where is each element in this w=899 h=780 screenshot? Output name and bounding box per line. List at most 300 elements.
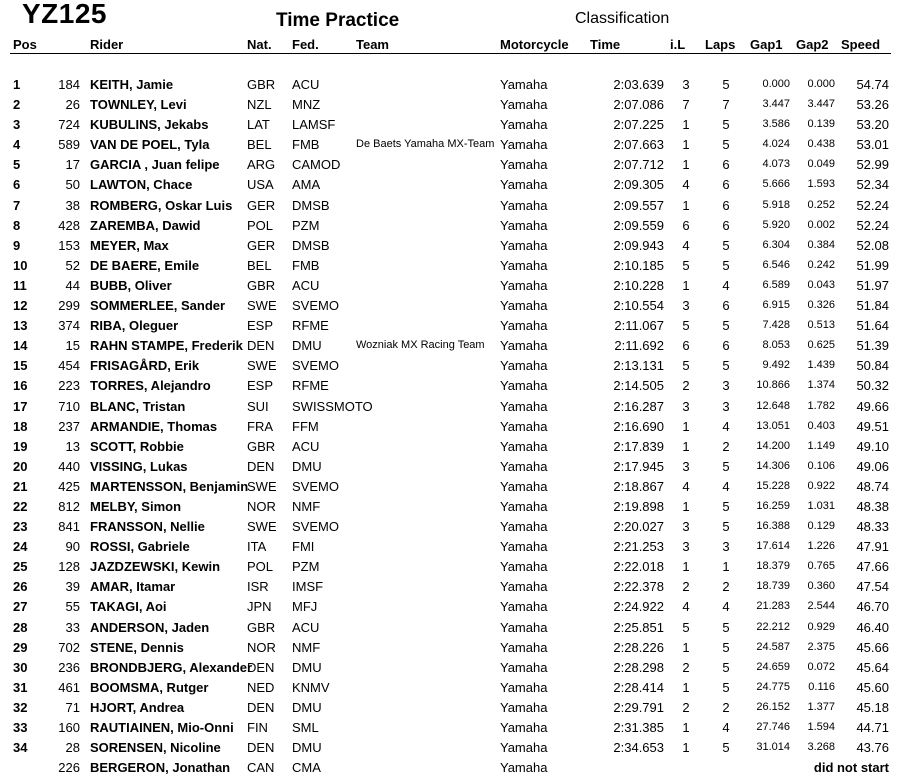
row-position: 13 bbox=[13, 318, 28, 334]
gap-to-leader: 21.283 bbox=[756, 600, 790, 613]
table-row bbox=[10, 114, 891, 134]
gap-to-previous: 0.049 bbox=[807, 158, 835, 171]
best-lap-index: 3 bbox=[682, 77, 690, 92]
table-row bbox=[10, 235, 891, 255]
rider-federation: IMSF bbox=[292, 579, 324, 595]
rider-federation: AMA bbox=[292, 177, 321, 193]
rider-nationality: GBR bbox=[247, 77, 276, 92]
lap-count: 5 bbox=[722, 458, 730, 474]
gap-to-leader: 9.492 bbox=[762, 359, 790, 372]
gap-to-leader: 18.739 bbox=[756, 580, 790, 593]
rider-number: 236 bbox=[58, 659, 80, 675]
motorcycle-brand: Yamaha bbox=[500, 197, 548, 213]
table-row bbox=[10, 617, 891, 637]
row-position: 23 bbox=[13, 519, 28, 535]
rider-name: DE BAERE, Emile bbox=[90, 257, 200, 273]
lap-count: 4 bbox=[722, 277, 730, 293]
rider-nationality: ARG bbox=[247, 157, 276, 173]
rider-nationality: FIN bbox=[247, 720, 268, 735]
lap-count: 2 bbox=[722, 438, 730, 454]
lap-count: 6 bbox=[722, 338, 730, 354]
lap-count: 5 bbox=[722, 137, 730, 153]
motorcycle-brand: Yamaha bbox=[500, 438, 548, 454]
average-speed: 51.84 bbox=[856, 298, 889, 314]
table-row bbox=[10, 637, 891, 657]
gap-to-previous: 2.544 bbox=[807, 600, 835, 613]
motorcycle-brand: Yamaha bbox=[500, 338, 548, 354]
rider-name: HJORT, Andrea bbox=[90, 699, 185, 715]
best-lap-index: 4 bbox=[682, 237, 690, 253]
lap-count: 5 bbox=[722, 619, 730, 635]
rider-name: ARMANDIE, Thomas bbox=[90, 418, 218, 434]
row-position: 5 bbox=[13, 157, 21, 173]
gap-to-leader: 22.212 bbox=[756, 620, 790, 633]
rider-name: MELBY, Simon bbox=[90, 498, 182, 514]
rider-nationality: JPN bbox=[247, 599, 272, 615]
rider-name: RAHN STAMPE, Frederik bbox=[90, 338, 243, 354]
rider-number: 454 bbox=[58, 358, 80, 374]
motorcycle-brand: Yamaha bbox=[500, 639, 548, 655]
gap-to-previous: 3.447 bbox=[807, 98, 835, 111]
row-position: 2 bbox=[13, 97, 21, 113]
rider-federation: MFJ bbox=[292, 599, 318, 615]
best-lap-time: 2:03.639 bbox=[613, 77, 664, 92]
rider-federation: SVEMO bbox=[292, 519, 339, 535]
motorcycle-brand: Yamaha bbox=[500, 498, 548, 514]
rider-number: 44 bbox=[65, 277, 80, 293]
row-position: 28 bbox=[13, 619, 28, 635]
table-row bbox=[10, 556, 891, 576]
best-lap-index: 4 bbox=[682, 599, 690, 615]
rider-nationality: ITA bbox=[247, 539, 267, 555]
rider-name: ROSSI, Gabriele bbox=[90, 539, 190, 555]
row-position: 10 bbox=[13, 257, 28, 273]
row-position: 30 bbox=[13, 659, 28, 675]
rider-name: BUBB, Oliver bbox=[90, 277, 172, 293]
average-speed: 52.08 bbox=[856, 237, 889, 253]
rider-name: BRONDBJERG, Alexander bbox=[90, 659, 253, 675]
row-position: 7 bbox=[13, 197, 21, 213]
gap-to-previous: 1.593 bbox=[807, 178, 835, 191]
gap-to-previous: 1.439 bbox=[807, 359, 835, 372]
motorcycle-brand: Yamaha bbox=[500, 478, 548, 494]
col-gap2: Gap2 bbox=[796, 37, 829, 52]
average-speed: 51.39 bbox=[856, 338, 889, 354]
lap-count: 6 bbox=[722, 298, 730, 314]
gap-to-leader: 15.228 bbox=[756, 479, 790, 492]
best-lap-time: 2:07.086 bbox=[613, 97, 664, 113]
motorcycle-brand: Yamaha bbox=[500, 740, 548, 756]
lap-count: 5 bbox=[722, 257, 730, 273]
motorcycle-brand: Yamaha bbox=[500, 559, 548, 575]
best-lap-index: 2 bbox=[682, 378, 690, 394]
rider-federation: FMI bbox=[292, 539, 315, 555]
motorcycle-brand: Yamaha bbox=[500, 358, 548, 374]
rider-name: LAWTON, Chace bbox=[90, 177, 193, 193]
table-row bbox=[10, 496, 891, 516]
row-position: 17 bbox=[13, 398, 28, 414]
gap-to-leader: 16.388 bbox=[756, 520, 790, 533]
gap-to-previous: 1.594 bbox=[807, 721, 835, 733]
col-time: Time bbox=[590, 37, 621, 52]
rider-name: KEITH, Jamie bbox=[90, 77, 174, 92]
motorcycle-brand: Yamaha bbox=[500, 277, 548, 293]
rider-nationality: POL bbox=[247, 559, 274, 575]
row-position: 8 bbox=[13, 217, 21, 233]
rider-federation: RFME bbox=[292, 378, 329, 394]
lap-count: 4 bbox=[722, 720, 730, 735]
gap-to-previous: 1.374 bbox=[807, 379, 835, 392]
motorcycle-brand: Yamaha bbox=[500, 237, 548, 253]
status-label: did not start bbox=[813, 760, 889, 776]
average-speed: 49.66 bbox=[856, 398, 889, 414]
gap-to-leader: 5.920 bbox=[762, 218, 790, 231]
rider-federation: LAMSF bbox=[292, 117, 336, 133]
rider-number: 710 bbox=[58, 398, 80, 414]
average-speed: 52.24 bbox=[856, 217, 889, 233]
rider-number: 299 bbox=[58, 298, 80, 314]
lap-count: 5 bbox=[722, 659, 730, 675]
gap-to-previous: 0.242 bbox=[807, 258, 835, 271]
average-speed: 52.99 bbox=[856, 157, 889, 173]
lap-count: 2 bbox=[722, 699, 730, 715]
row-position: 14 bbox=[13, 338, 28, 354]
rider-name: TOWNLEY, Levi bbox=[90, 97, 187, 113]
rider-federation: ACU bbox=[292, 77, 320, 92]
motorcycle-brand: Yamaha bbox=[500, 298, 548, 314]
rider-federation: ACU bbox=[292, 277, 320, 293]
gap-to-leader: 17.614 bbox=[756, 540, 790, 553]
best-lap-index: 7 bbox=[682, 97, 690, 113]
rider-name: ZAREMBA, Dawid bbox=[90, 217, 201, 233]
rider-nationality: ISR bbox=[247, 579, 269, 595]
average-speed: 51.64 bbox=[856, 318, 889, 334]
rider-nationality: SUI bbox=[247, 398, 269, 414]
average-speed: 48.38 bbox=[856, 498, 889, 514]
gap-to-previous: 1.031 bbox=[807, 499, 835, 512]
row-position: 31 bbox=[13, 679, 28, 695]
rider-name: RIBA, Oleguer bbox=[90, 318, 179, 334]
table-row bbox=[10, 436, 891, 456]
rider-federation: SVEMO bbox=[292, 478, 339, 494]
gap-to-leader: 6.546 bbox=[762, 258, 790, 271]
table-row bbox=[10, 476, 891, 496]
gap-to-leader: 4.073 bbox=[762, 158, 790, 171]
motorcycle-brand: Yamaha bbox=[500, 257, 548, 273]
rider-name: MARTENSSON, Benjamin bbox=[90, 478, 249, 494]
motorcycle-brand: Yamaha bbox=[500, 720, 548, 735]
best-lap-index: 1 bbox=[682, 639, 690, 655]
col-nat: Nat. bbox=[247, 37, 272, 52]
rider-federation: ACU bbox=[292, 619, 320, 635]
average-speed: 52.34 bbox=[856, 177, 889, 193]
rider-name: KUBULINS, Jekabs bbox=[90, 117, 209, 133]
average-speed: 45.18 bbox=[856, 699, 889, 715]
rider-nationality: GER bbox=[247, 197, 276, 213]
row-position: 16 bbox=[13, 378, 28, 394]
rider-federation: SVEMO bbox=[292, 358, 339, 374]
average-speed: 49.06 bbox=[856, 458, 889, 474]
col-speed: Speed bbox=[841, 37, 881, 52]
row-position: 25 bbox=[13, 559, 28, 575]
rider-name: VISSING, Lukas bbox=[90, 458, 188, 474]
average-speed: 46.70 bbox=[856, 599, 889, 615]
rider-nationality: GBR bbox=[247, 619, 276, 635]
best-lap-time: 2:10.554 bbox=[613, 298, 664, 314]
rider-federation: PZM bbox=[292, 559, 320, 575]
rider-name: BERGERON, Jonathan bbox=[90, 760, 231, 776]
gap-to-previous: 1.782 bbox=[807, 399, 835, 412]
rider-nationality: SWE bbox=[247, 519, 277, 535]
row-position: 26 bbox=[13, 579, 28, 595]
rider-nationality: POL bbox=[247, 217, 274, 233]
motorcycle-brand: Yamaha bbox=[500, 137, 548, 153]
col-gap1: Gap1 bbox=[750, 37, 783, 52]
lap-count: 5 bbox=[722, 519, 730, 535]
gap-to-previous: 0.252 bbox=[807, 198, 835, 211]
rider-nationality: NOR bbox=[247, 498, 276, 514]
gap-to-leader: 5.666 bbox=[762, 178, 790, 191]
motorcycle-brand: Yamaha bbox=[500, 318, 548, 334]
lap-count: 5 bbox=[722, 318, 730, 334]
rider-federation: FFM bbox=[292, 418, 319, 434]
col-fed: Fed. bbox=[292, 37, 319, 52]
best-lap-time: 2:07.225 bbox=[613, 117, 664, 133]
best-lap-index: 3 bbox=[682, 539, 690, 555]
best-lap-time: 2:09.943 bbox=[613, 237, 664, 253]
motorcycle-brand: Yamaha bbox=[500, 117, 548, 133]
rider-number: 440 bbox=[58, 458, 80, 474]
gap-to-leader: 16.259 bbox=[756, 499, 790, 512]
best-lap-index: 2 bbox=[682, 659, 690, 675]
best-lap-time: 2:24.922 bbox=[613, 599, 664, 615]
rider-nationality: GBR bbox=[247, 438, 276, 454]
gap-to-previous: 0.513 bbox=[807, 319, 835, 332]
lap-count: 3 bbox=[722, 398, 730, 414]
results-table bbox=[10, 74, 891, 777]
best-lap-time: 2:29.791 bbox=[613, 699, 664, 715]
gap-to-previous: 3.268 bbox=[807, 741, 835, 754]
average-speed: 51.99 bbox=[856, 257, 889, 273]
best-lap-time: 2:17.945 bbox=[613, 458, 664, 474]
best-lap-index: 3 bbox=[682, 398, 690, 414]
best-lap-time: 2:10.185 bbox=[613, 257, 664, 273]
rider-number: 13 bbox=[65, 438, 80, 454]
table-row bbox=[10, 456, 891, 476]
table-row bbox=[10, 355, 891, 375]
best-lap-time: 2:07.663 bbox=[613, 137, 664, 153]
motorcycle-brand: Yamaha bbox=[500, 619, 548, 635]
row-position: 4 bbox=[13, 137, 21, 153]
rider-nationality: GBR bbox=[247, 277, 276, 293]
lap-count: 6 bbox=[722, 217, 730, 233]
rider-number: 724 bbox=[58, 117, 80, 133]
average-speed: 52.24 bbox=[856, 197, 889, 213]
table-row bbox=[10, 697, 891, 717]
motorcycle-brand: Yamaha bbox=[500, 378, 548, 394]
average-speed: 44.71 bbox=[856, 720, 889, 735]
col-motorcycle: Motorcycle bbox=[500, 37, 569, 52]
best-lap-index: 2 bbox=[682, 579, 690, 595]
gap-to-leader: 6.589 bbox=[762, 278, 790, 291]
row-position: 20 bbox=[13, 458, 28, 474]
gap-to-previous: 0.438 bbox=[807, 138, 835, 151]
best-lap-time: 2:22.018 bbox=[613, 559, 664, 575]
gap-to-leader: 24.587 bbox=[756, 640, 790, 653]
gap-to-previous: 2.375 bbox=[807, 640, 835, 653]
rider-nationality: NOR bbox=[247, 639, 276, 655]
table-row bbox=[10, 375, 891, 395]
gap-to-leader: 4.024 bbox=[762, 138, 790, 151]
gap-to-previous: 0.139 bbox=[807, 118, 835, 131]
rider-number: 237 bbox=[58, 418, 80, 434]
lap-count: 5 bbox=[722, 237, 730, 253]
motorcycle-brand: Yamaha bbox=[500, 539, 548, 555]
rider-number: 17 bbox=[65, 157, 80, 173]
rider-nationality: BEL bbox=[247, 257, 272, 273]
rider-name: SOMMERLEE, Sander bbox=[90, 298, 226, 314]
table-row bbox=[10, 74, 891, 94]
average-speed: 47.54 bbox=[856, 579, 889, 595]
rider-federation: SML bbox=[292, 720, 319, 735]
gap-to-leader: 24.775 bbox=[756, 680, 790, 693]
best-lap-time: 2:19.898 bbox=[613, 498, 664, 514]
table-row bbox=[10, 94, 891, 114]
rider-federation: MNZ bbox=[292, 97, 321, 113]
rider-number: 128 bbox=[58, 559, 80, 575]
best-lap-time: 2:28.226 bbox=[613, 639, 664, 655]
motorcycle-brand: Yamaha bbox=[500, 217, 548, 233]
table-row bbox=[10, 717, 891, 737]
average-speed: 47.91 bbox=[856, 539, 889, 555]
motorcycle-brand: Yamaha bbox=[500, 177, 548, 193]
rider-number: 90 bbox=[65, 539, 80, 555]
best-lap-index: 1 bbox=[682, 197, 690, 213]
motorcycle-brand: Yamaha bbox=[500, 519, 548, 535]
gap-to-previous: 0.072 bbox=[807, 660, 835, 673]
rider-federation: DMU bbox=[292, 659, 322, 675]
best-lap-index: 1 bbox=[682, 157, 690, 173]
rider-nationality: DEN bbox=[247, 458, 275, 474]
team-name: De Baets Yamaha MX-Team bbox=[356, 138, 495, 151]
rider-number: 38 bbox=[65, 197, 80, 213]
rider-number: 28 bbox=[65, 740, 80, 756]
best-lap-index: 4 bbox=[682, 478, 690, 494]
rider-federation: DMU bbox=[292, 740, 322, 756]
rider-name: GARCIA , Juan felipe bbox=[90, 157, 220, 173]
rider-federation: ACU bbox=[292, 438, 320, 454]
gap-to-leader: 6.915 bbox=[762, 299, 790, 312]
best-lap-index: 1 bbox=[682, 498, 690, 514]
best-lap-index: 1 bbox=[682, 559, 690, 575]
session-title: Time Practice bbox=[276, 10, 400, 31]
gap-to-previous: 0.000 bbox=[807, 78, 835, 90]
lap-count: 6 bbox=[722, 177, 730, 193]
rider-nationality: NZL bbox=[247, 97, 272, 113]
motorcycle-brand: Yamaha bbox=[500, 659, 548, 675]
gap-to-leader: 7.428 bbox=[762, 319, 790, 332]
rider-federation: NMF bbox=[292, 639, 321, 655]
gap-to-previous: 0.625 bbox=[807, 339, 835, 352]
average-speed: 51.97 bbox=[856, 277, 889, 293]
rider-nationality: SWE bbox=[247, 358, 277, 374]
rider-name: JAZDZEWSKI, Kewin bbox=[90, 559, 221, 575]
rider-nationality: DEN bbox=[247, 659, 275, 675]
table-row bbox=[10, 596, 891, 616]
rider-federation: FMB bbox=[292, 137, 320, 153]
average-speed: 45.60 bbox=[856, 679, 889, 695]
rider-nationality: FRA bbox=[247, 418, 273, 434]
table-row bbox=[10, 255, 891, 275]
rider-name: MEYER, Max bbox=[90, 237, 169, 253]
rider-name: BOOMSMA, Rutger bbox=[90, 679, 209, 695]
gap-to-previous: 0.106 bbox=[807, 459, 835, 472]
team-name: Wozniak MX Racing Team bbox=[356, 339, 485, 352]
rider-number: 52 bbox=[65, 257, 80, 273]
table-row bbox=[10, 576, 891, 596]
motorcycle-brand: Yamaha bbox=[500, 418, 548, 434]
gap-to-previous: 0.384 bbox=[807, 238, 835, 251]
lap-count: 5 bbox=[722, 498, 730, 514]
gap-to-previous: 0.129 bbox=[807, 520, 835, 533]
table-row bbox=[10, 315, 891, 335]
rider-name: BLANC, Tristan bbox=[90, 398, 186, 414]
table-header bbox=[10, 36, 891, 54]
rider-name: STENE, Dennis bbox=[90, 639, 184, 655]
rider-name: AMAR, Itamar bbox=[90, 579, 176, 595]
gap-to-previous: 1.149 bbox=[807, 439, 835, 452]
row-position: 15 bbox=[13, 358, 28, 374]
col-rider: Rider bbox=[90, 37, 124, 52]
best-lap-time: 2:21.253 bbox=[613, 539, 664, 555]
rider-federation: SVEMO bbox=[292, 298, 339, 314]
col-laps: Laps bbox=[705, 37, 736, 52]
lap-count: 5 bbox=[722, 77, 730, 92]
rider-number: 55 bbox=[65, 599, 80, 615]
rider-number: 812 bbox=[58, 498, 80, 514]
rider-name: TORRES, Alejandro bbox=[90, 378, 211, 394]
gap-to-leader: 31.014 bbox=[756, 741, 790, 754]
rider-number: 223 bbox=[58, 378, 80, 394]
rider-nationality: ESP bbox=[247, 318, 274, 334]
rider-name: SCOTT, Robbie bbox=[90, 438, 184, 454]
motorcycle-brand: Yamaha bbox=[500, 699, 548, 715]
table-row bbox=[10, 416, 891, 436]
row-position: 9 bbox=[13, 237, 21, 253]
row-position: 21 bbox=[13, 478, 28, 494]
motorcycle-brand: Yamaha bbox=[500, 157, 548, 173]
rider-nationality: CAN bbox=[247, 760, 275, 776]
row-position: 19 bbox=[13, 438, 28, 454]
gap-to-previous: 0.360 bbox=[807, 580, 835, 593]
best-lap-index: 3 bbox=[682, 458, 690, 474]
best-lap-time: 2:28.414 bbox=[613, 679, 664, 695]
best-lap-index: 4 bbox=[682, 177, 690, 193]
best-lap-time: 2:16.287 bbox=[613, 398, 664, 414]
rider-number: 26 bbox=[65, 97, 80, 113]
rider-nationality: ESP bbox=[247, 378, 274, 394]
lap-count: 2 bbox=[722, 579, 730, 595]
gap-to-previous: 0.929 bbox=[807, 620, 835, 633]
gap-to-previous: 0.403 bbox=[807, 419, 835, 432]
motorcycle-brand: Yamaha bbox=[500, 599, 548, 615]
row-position: 34 bbox=[13, 740, 28, 756]
gap-to-leader: 5.918 bbox=[762, 198, 790, 211]
rider-number: 33 bbox=[65, 619, 80, 635]
col-il: i.L bbox=[670, 37, 686, 52]
average-speed: 53.20 bbox=[856, 117, 889, 133]
average-speed: 49.10 bbox=[856, 438, 889, 454]
